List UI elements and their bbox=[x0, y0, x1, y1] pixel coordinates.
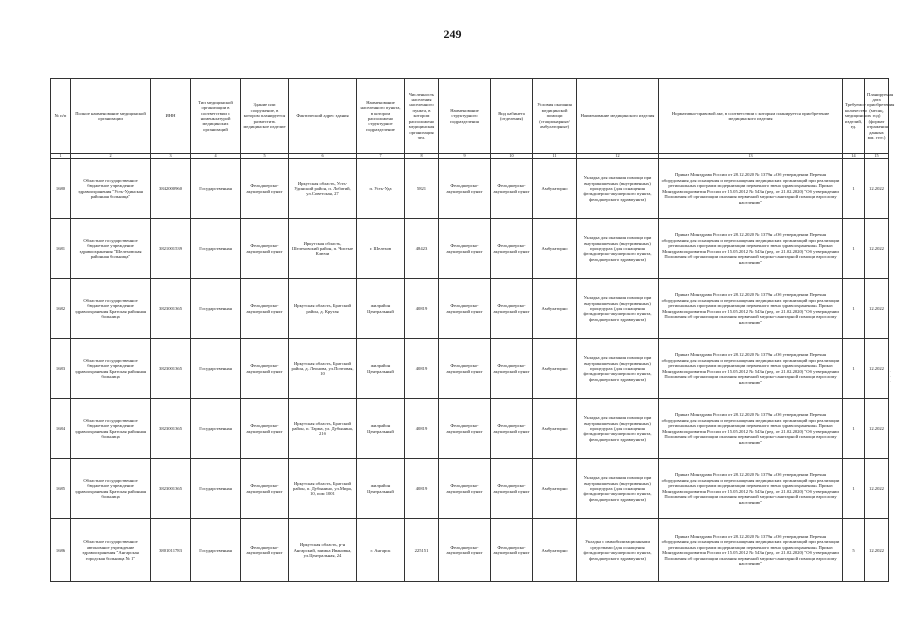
purchase-date: 12.2022 bbox=[865, 399, 889, 459]
org-type: Государственная bbox=[191, 459, 241, 519]
organization-name: Областное государственное бюджетное учреждение здравоохранения Братская районная больница bbox=[71, 399, 151, 459]
column-number: 8 bbox=[405, 154, 439, 159]
equipment-register-table bbox=[50, 78, 895, 582]
table-row bbox=[51, 219, 889, 279]
purchase-date: 12.2022 bbox=[865, 519, 889, 582]
column-number: 7 bbox=[357, 154, 405, 159]
building: Фельдшерско-акушерский пункт bbox=[241, 159, 289, 219]
building: Фельдшерско-акушерский пункт bbox=[241, 399, 289, 459]
structural-unit: Фельдшерско-акушерский пункт bbox=[439, 339, 491, 399]
care-conditions: Амбулаторно bbox=[533, 399, 577, 459]
organization-name: Областное государственное бюджетное учреждение здравоохранения "Шелеховская районная больница" bbox=[71, 219, 151, 279]
room-type: Фельдшерско-акушерский пункт bbox=[491, 399, 533, 459]
locality: жилрайон Центральный bbox=[357, 339, 405, 399]
quantity: 1 bbox=[843, 219, 865, 279]
care-conditions: Амбулаторно bbox=[533, 279, 577, 339]
purchase-date: 12.2022 bbox=[865, 279, 889, 339]
org-type: Государственная bbox=[191, 159, 241, 219]
room-type: Фельдшерско-акушерский пункт bbox=[491, 279, 533, 339]
inn-value: 3823001365 bbox=[151, 399, 191, 459]
header-row bbox=[51, 79, 889, 154]
header-cell-organization: Полное наименование медицинской организации bbox=[71, 79, 151, 154]
row-number: 1686 bbox=[51, 519, 71, 582]
table-row bbox=[51, 339, 889, 399]
structural-unit: Фельдшерско-акушерский пункт bbox=[439, 459, 491, 519]
room-type: Фельдшерско-акушерский пункт bbox=[491, 339, 533, 399]
column-number: 10 bbox=[491, 154, 533, 159]
normative-act: Приказ Минздрава России от 28.12.2020 № 1379н «Об утверждении Перечня оборудования для оснащения и переоснащения медицинских организаций при реализации региональных программ модернизации первичного звена здравоохранения» Приказ Минздравсоцразвития России от 15.05.2012 № 543н (ред. от 21.02.2020) "Об утверждении Положения об организации оказания первичной медико-санитарной помощи взрослому населению" bbox=[659, 219, 843, 279]
organization-name: Областное государственное бюджетное учреждение здравоохранения Братская районная больница bbox=[71, 279, 151, 339]
column-number: 11 bbox=[533, 154, 577, 159]
population: 40819 bbox=[405, 399, 439, 459]
column-number: 9 bbox=[439, 154, 491, 159]
room-type: Фельдшерско-акушерский пункт bbox=[491, 159, 533, 219]
locality: жилрайон Центральный bbox=[357, 399, 405, 459]
header-cell-locality: Наименование населенного пункта, в котором расположено структурное подразделение bbox=[357, 79, 405, 154]
normative-act: Приказ Минздрава России от 28.12.2020 № 1379н «Об утверждении Перечня оборудования для оснащения и переоснащения медицинских организаций при реализации региональных программ модернизации первичного звена здравоохранения» Приказ Минздравсоцразвития России от 15.05.2012 № 543н (ред. от 21.02.2020) "Об утверждении Положения об организации оказания первичной медико-санитарной помощи взрослому населению" bbox=[659, 399, 843, 459]
device-name: Укладка для оказания помощи при внутрикишечных (внутривенных) процедурах (для оснащения фельдшерско-акушерского пункта, фельдшерского здравпункта) bbox=[577, 279, 659, 339]
normative-act: Приказ Минздрава России от 28.12.2020 № 1379н «Об утверждении Перечня оборудования для оснащения и переоснащения медицинских организаций при реализации региональных программ модернизации первичного звена здравоохранения» Приказ Минздравсоцразвития России от 15.05.2012 № 543н (ред. от 21.02.2020) "Об утверждении Положения об организации оказания первичной медико-санитарной помощи взрослому населению" bbox=[659, 159, 843, 219]
normative-act: Приказ Минздрава России от 28.12.2020 № 1379н «Об утверждении Перечня оборудования для оснащения и переоснащения медицинских организаций при реализации региональных программ модернизации первичного звена здравоохранения» Приказ Минздравсоцразвития России от 15.05.2012 № 543н (ред. от 21.02.2020) "Об утверждении Положения об организации оказания первичной медико-санитарной помощи взрослому населению" bbox=[659, 339, 843, 399]
table-row bbox=[51, 159, 889, 219]
header-cell-unit: Наименование структурного подразделения bbox=[439, 79, 491, 154]
locality: жилрайон Центральный bbox=[357, 279, 405, 339]
header-cell-building: Здание или сооружение, в котором планируется разместить медицинское изделие bbox=[241, 79, 289, 154]
column-number: 14 bbox=[843, 154, 865, 159]
scan-margin-marks: · · · bbox=[889, 370, 891, 385]
device-name: Укладка для оказания помощи при внутрикишечных (внутривенных) процедурах (для оснащения фельдшерско-акушерского пункта, фельдшерского здравпункта) bbox=[577, 459, 659, 519]
care-conditions: Амбулаторно bbox=[533, 339, 577, 399]
table-row bbox=[51, 459, 889, 519]
column-number: 12 bbox=[577, 154, 659, 159]
row-number: 1682 bbox=[51, 279, 71, 339]
building: Фельдшерско-акушерский пункт bbox=[241, 519, 289, 582]
inn-value: 3801011783 bbox=[151, 519, 191, 582]
locality: жилрайон Центральный bbox=[357, 459, 405, 519]
purchase-date: 12.2022 bbox=[865, 219, 889, 279]
care-conditions: Амбулаторно bbox=[533, 459, 577, 519]
structural-unit: Фельдшерско-акушерский пункт bbox=[439, 519, 491, 582]
header-cell-normative: Нормативно-правовой акт, в соответствии с которым планируется приобретение медицинского изделия bbox=[659, 79, 843, 154]
locality: п. Усть-Уда bbox=[357, 159, 405, 219]
column-number: 15 bbox=[865, 154, 889, 159]
care-conditions: Амбулаторно bbox=[533, 159, 577, 219]
table-row bbox=[51, 399, 889, 459]
header-cell-org-type: Тип медицинской организации в соответствии с номенклатурой медицинских организаций bbox=[191, 79, 241, 154]
inn-value: 3842000960 bbox=[151, 159, 191, 219]
normative-act: Приказ Минздрава России от 28.12.2020 № 1379н «Об утверждении Перечня оборудования для оснащения и переоснащения медицинских организаций при реализации региональных программ модернизации первичного звена здравоохранения» Приказ Минздравсоцразвития России от 15.05.2012 № 543н (ред. от 21.02.2020) "Об утверждении Положения об организации оказания первичной медико-санитарной помощи взрослому населению" bbox=[659, 519, 843, 582]
header-cell-conditions: Условия оказания медицинской помощи (стационарные/амбулаторные) bbox=[533, 79, 577, 154]
building: Фельдшерско-акушерский пункт bbox=[241, 219, 289, 279]
device-name: Укладка для оказания помощи при внутрикишечных (внутривенных) процедурах (для оснащения фельдшерско-акушерского пункта, фельдшерского здравпункта) bbox=[577, 399, 659, 459]
header-cell-number: № п/п bbox=[51, 79, 71, 154]
row-number: 1684 bbox=[51, 399, 71, 459]
column-number: 5 bbox=[241, 154, 289, 159]
org-type: Государственная bbox=[191, 219, 241, 279]
address: Иркутская область, Шелеховский район, п. Чистые Ключи bbox=[289, 219, 357, 279]
care-conditions: Амбулаторно bbox=[533, 219, 577, 279]
row-number: 1681 bbox=[51, 219, 71, 279]
room-type: Фельдшерско-акушерский пункт bbox=[491, 519, 533, 582]
population: 40819 bbox=[405, 459, 439, 519]
row-number: 1680 bbox=[51, 159, 71, 219]
population: 5821 bbox=[405, 159, 439, 219]
building: Фельдшерско-акушерский пункт bbox=[241, 339, 289, 399]
population: 225151 bbox=[405, 519, 439, 582]
purchase-date: 12.2022 bbox=[865, 459, 889, 519]
column-number: 4 bbox=[191, 154, 241, 159]
header-cell-device: Наименование медицинского изделия bbox=[577, 79, 659, 154]
address: Иркутская область, Усть-Удинский район, п. Лобатий, ул.Советская, 27 bbox=[289, 159, 357, 219]
inn-value: 3821001539 bbox=[151, 219, 191, 279]
room-type: Фельдшерско-акушерский пункт bbox=[491, 459, 533, 519]
purchase-date: 12.2022 bbox=[865, 159, 889, 219]
structural-unit: Фельдшерско-акушерский пункт bbox=[439, 159, 491, 219]
quantity: 1 bbox=[843, 159, 865, 219]
page-number: 249 bbox=[443, 27, 462, 41]
structural-unit: Фельдшерско-акушерский пункт bbox=[439, 219, 491, 279]
inn-value: 3823001365 bbox=[151, 459, 191, 519]
inn-value: 3823001365 bbox=[151, 279, 191, 339]
quantity: 5 bbox=[843, 519, 865, 582]
header-cell-population: Численность населения населенного пункта, в котором расположено медицинская организация чел. bbox=[405, 79, 439, 154]
column-number: 6 bbox=[289, 154, 357, 159]
table-row bbox=[51, 519, 889, 582]
header-cell-date: Планируемая дата приобретения (месяц, год) (формат отражения данных мм. гггг.) bbox=[865, 79, 889, 154]
organization-name: Областное государственное бюджетное учреждение здравоохранения Братская районная больница bbox=[71, 339, 151, 399]
org-type: Государственная bbox=[191, 339, 241, 399]
address: Иркутская область, Братский район, п. Тарма, ул. Дубынина, 21б bbox=[289, 399, 357, 459]
address: Иркутская область, Братский район, д. Крутая bbox=[289, 279, 357, 339]
address: Иркутская область, Братский район, д. Леонова, ул.Почтовая, 10 bbox=[289, 339, 357, 399]
quantity: 1 bbox=[843, 279, 865, 339]
organization-name: Областное государственное бюджетное учреждение здравоохранения Братская районная больница bbox=[71, 459, 151, 519]
room-type: Фельдшерско-акушерский пункт bbox=[491, 219, 533, 279]
row-number: 1685 bbox=[51, 459, 71, 519]
quantity: 1 bbox=[843, 339, 865, 399]
row-number: 1683 bbox=[51, 339, 71, 399]
column-number: 3 bbox=[151, 154, 191, 159]
population: 40819 bbox=[405, 339, 439, 399]
device-name: Укладка для оказания помощи при внутрикишечных (внутривенных) процедурах (для оснащения фельдшерско-акушерского пункта, фельдшерского здравпункта) bbox=[577, 159, 659, 219]
organization-name: Областное государственное бюджетное учреждение здравоохранения "Усть-Удинская районная больница" bbox=[71, 159, 151, 219]
device-name: Укладка для оказания помощи при внутрикишечных (внутривенных) процедурах (для оснащения фельдшерско-акушерского пункта, фельдшерского здравпункта) bbox=[577, 219, 659, 279]
building: Фельдшерско-акушерский пункт bbox=[241, 459, 289, 519]
population: 40819 bbox=[405, 279, 439, 339]
care-conditions: Амбулаторно bbox=[533, 519, 577, 582]
quantity: 1 bbox=[843, 459, 865, 519]
address: Иркутская область, р-н Ангарский, заимка Ивановка, ул.Центральная, 24 bbox=[289, 519, 357, 582]
quantity: 1 bbox=[843, 399, 865, 459]
normative-act: Приказ Минздрава России от 28.12.2020 № 1379н «Об утверждении Перечня оборудования для оснащения и переоснащения медицинских организаций при реализации региональных программ модернизации первичного звена здравоохранения» Приказ Минздравсоцразвития России от 15.05.2012 № 543н (ред. от 21.02.2020) "Об утверждении Положения об организации оказания первичной медико-санитарной помощи взрослому населению" bbox=[659, 459, 843, 519]
header-cell-address: Фактический адрес здания bbox=[289, 79, 357, 154]
population: 48423 bbox=[405, 219, 439, 279]
organization-name: Областное государственное автономное учреждение здравоохранения "Ангарская городская больница № 1" bbox=[71, 519, 151, 582]
building: Фельдшерско-акушерский пункт bbox=[241, 279, 289, 339]
column-number: 13 bbox=[659, 154, 843, 159]
header-cell-room: Вид кабинета (отделения) bbox=[491, 79, 533, 154]
column-number: 2 bbox=[71, 154, 151, 159]
structural-unit: Фельдшерско-акушерский пункт bbox=[439, 279, 491, 339]
structural-unit: Фельдшерско-акушерский пункт bbox=[439, 399, 491, 459]
locality: г. Ангарск bbox=[357, 519, 405, 582]
device-name: Укладка с иммобилизационными средствами (для оснащения фельдшерско-акушерского пункта, фельдшерского здравпункта) bbox=[577, 519, 659, 582]
locality: г. Шелехов bbox=[357, 219, 405, 279]
normative-act: Приказ Минздрава России от 28.12.2020 № 1379н «Об утверждении Перечня оборудования для оснащения и переоснащения медицинских организаций при реализации региональных программ модернизации первичного звена здравоохранения» Приказ Минздравсоцразвития России от 15.05.2012 № 543н (ред. от 21.02.2020) "Об утверждении Положения об организации оказания первичной медико-санитарной помощи взрослому населению" bbox=[659, 279, 843, 339]
header-cell-inn: ИНН bbox=[151, 79, 191, 154]
org-type: Государственная bbox=[191, 399, 241, 459]
purchase-date: 12.2022 bbox=[865, 339, 889, 399]
org-type: Государственная bbox=[191, 279, 241, 339]
device-name: Укладка для оказания помощи при внутрикишечных (внутривенных) процедурах (для оснащения фельдшерско-акушерского пункта, фельдшерского здравпункта) bbox=[577, 339, 659, 399]
header-cell-quantity: Требуемое количество медицинских изделий, ед. bbox=[843, 79, 865, 154]
address: Иркутская область, Братский район, п. Дубынино, ул.Мира, 10, пом 1001 bbox=[289, 459, 357, 519]
inn-value: 3823001365 bbox=[151, 339, 191, 399]
table-row bbox=[51, 279, 889, 339]
column-number: 1 bbox=[51, 154, 71, 159]
org-type: Государственная bbox=[191, 519, 241, 582]
